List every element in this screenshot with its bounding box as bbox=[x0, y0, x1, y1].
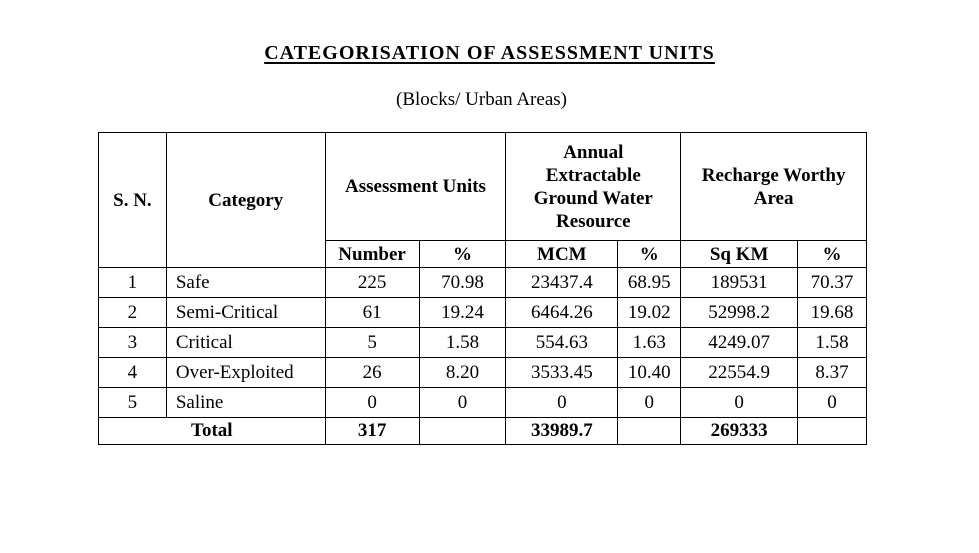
document-title-text: CATEGORISATION OF ASSESSMENT UNITS bbox=[264, 42, 715, 64]
cell-pct-mcm: 0 bbox=[618, 388, 681, 418]
cell-number: 0 bbox=[325, 388, 419, 418]
cell-sn: 1 bbox=[99, 268, 167, 298]
header-category: Category bbox=[166, 133, 325, 268]
header-pct-mcm: % bbox=[618, 241, 681, 268]
cell-pct-mcm: 19.02 bbox=[618, 298, 681, 328]
cell-category: Safe bbox=[166, 268, 325, 298]
cell-category: Semi-Critical bbox=[166, 298, 325, 328]
cell-number: 5 bbox=[325, 328, 419, 358]
cell-pct-units: 19.24 bbox=[419, 298, 506, 328]
table-row bbox=[99, 298, 867, 328]
cell-mcm: 23437.4 bbox=[506, 268, 618, 298]
document-title bbox=[0, 42, 979, 65]
total-number: 317 bbox=[325, 418, 419, 445]
cell-number: 61 bbox=[325, 298, 419, 328]
cell-sqkm: 52998.2 bbox=[681, 298, 798, 328]
cell-sqkm: 4249.07 bbox=[681, 328, 798, 358]
total-pct-units bbox=[419, 418, 506, 445]
header-pct-area: % bbox=[798, 241, 867, 268]
cell-pct-units: 0 bbox=[419, 388, 506, 418]
cell-pct-area: 70.37 bbox=[798, 268, 867, 298]
header-assessment-units: Assessment Units bbox=[325, 133, 506, 241]
cell-sqkm: 0 bbox=[681, 388, 798, 418]
cell-pct-mcm: 1.63 bbox=[618, 328, 681, 358]
cell-number: 26 bbox=[325, 358, 419, 388]
total-row bbox=[99, 418, 867, 445]
total-mcm: 33989.7 bbox=[506, 418, 618, 445]
header-sn: S. N. bbox=[99, 133, 167, 268]
document-subtitle: (Blocks/ Urban Areas) bbox=[396, 89, 567, 110]
header-pct-units: % bbox=[419, 241, 506, 268]
header-resource: Annual Extractable Ground Water Resource bbox=[506, 133, 681, 241]
cell-sn: 4 bbox=[99, 358, 167, 388]
header-mcm: MCM bbox=[506, 241, 618, 268]
cell-pct-units: 8.20 bbox=[419, 358, 506, 388]
cell-pct-area: 8.37 bbox=[798, 358, 867, 388]
cell-category: Over-Exploited bbox=[166, 358, 325, 388]
cell-pct-area: 0 bbox=[798, 388, 867, 418]
cell-mcm: 6464.26 bbox=[506, 298, 618, 328]
cell-pct-area: 1.58 bbox=[798, 328, 867, 358]
cell-pct-units: 70.98 bbox=[419, 268, 506, 298]
total-sqkm: 269333 bbox=[681, 418, 798, 445]
cell-number: 225 bbox=[325, 268, 419, 298]
cell-mcm: 3533.45 bbox=[506, 358, 618, 388]
cell-pct-units: 1.58 bbox=[419, 328, 506, 358]
total-pct-mcm bbox=[618, 418, 681, 445]
cell-category: Saline bbox=[166, 388, 325, 418]
cell-sn: 3 bbox=[99, 328, 167, 358]
cell-sn: 5 bbox=[99, 388, 167, 418]
header-number: Number bbox=[325, 241, 419, 268]
cell-mcm: 0 bbox=[506, 388, 618, 418]
header-recharge: Recharge Worthy Area bbox=[681, 133, 867, 241]
total-label: Total bbox=[99, 418, 326, 445]
cell-pct-mcm: 68.95 bbox=[618, 268, 681, 298]
total-pct-area bbox=[798, 418, 867, 445]
header-sqkm: Sq KM bbox=[681, 241, 798, 268]
table-row bbox=[99, 328, 867, 358]
table-row bbox=[99, 268, 867, 298]
cell-category: Critical bbox=[166, 328, 325, 358]
table-row bbox=[99, 358, 867, 388]
cell-sn: 2 bbox=[99, 298, 167, 328]
table-row bbox=[99, 388, 867, 418]
cell-sqkm: 189531 bbox=[681, 268, 798, 298]
assessment-units-table bbox=[98, 132, 867, 445]
cell-mcm: 554.63 bbox=[506, 328, 618, 358]
cell-pct-mcm: 10.40 bbox=[618, 358, 681, 388]
cell-pct-area: 19.68 bbox=[798, 298, 867, 328]
cell-sqkm: 22554.9 bbox=[681, 358, 798, 388]
